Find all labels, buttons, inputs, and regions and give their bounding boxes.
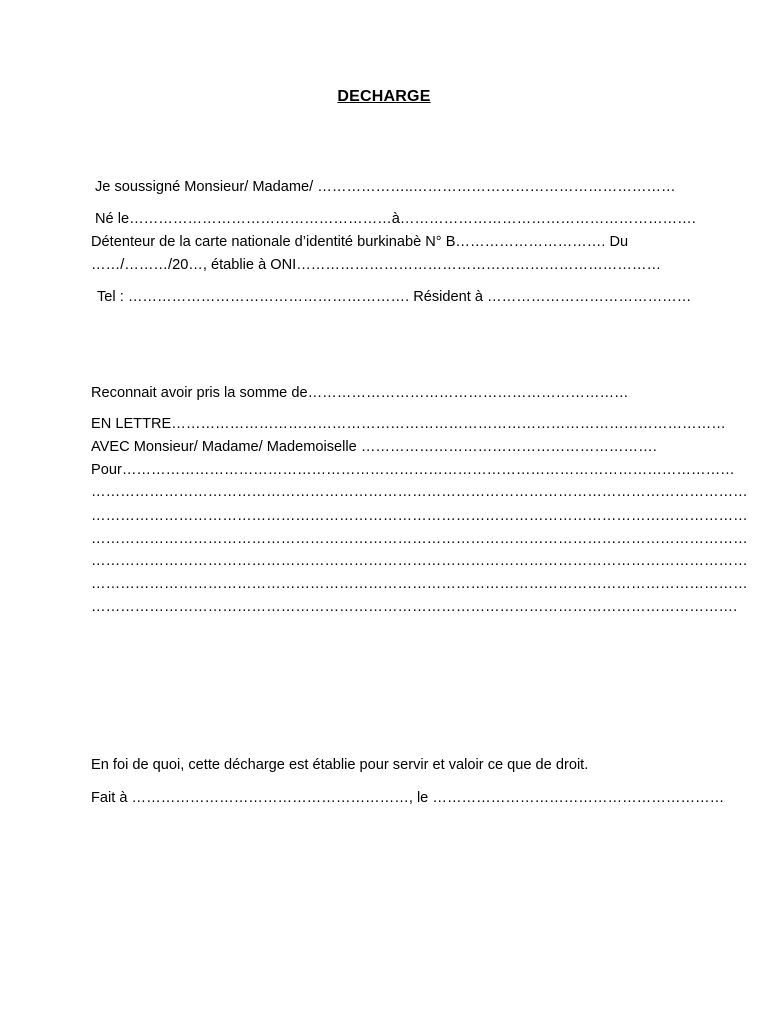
id-card-date-line: ……/………/20…, établie à ONI………………………………………………………………… — [91, 257, 662, 273]
attestation-statement: En foi de quoi, cette décharge est établie pour servir et valoir ce que de droit. — [91, 757, 589, 773]
amount-line: Reconnait avoir pris la somme de………………………………………………………… — [91, 385, 629, 401]
blank-dotted-line: ……………………………………………………………………………………………………………………… — [91, 553, 748, 569]
blank-dotted-line: ……………………………………………………………………………………………………………………… — [91, 576, 748, 592]
id-card-line: Détenteur de la carte nationale d’identité burkinabè N° B…………………………. Du — [91, 234, 629, 250]
soussigne-line: Je soussigné Monsieur/ Madame/ ………………..……………………………………………… — [95, 179, 676, 195]
with-person-line: AVEC Monsieur/ Madame/ Mademoiselle ……………………………………………………. — [91, 439, 657, 455]
blank-dotted-line: ……………………………………………………………………………………………………………………… — [91, 531, 748, 547]
blank-dotted-line: ……………………………………………………………………………………………………………………… — [91, 508, 748, 524]
blank-dotted-line: ……………………………………………………………………………………………………………………… — [91, 484, 748, 500]
purpose-line: Pour……………………………………………………………………………………………………………… — [91, 462, 735, 478]
blank-dotted-line: ……………………………………………………………………………………………………………………. — [91, 599, 738, 615]
document-title: DECHARGE — [337, 88, 431, 105]
place-date-line: Fait à …………………………………………………, le …………………………………………………… — [91, 790, 725, 806]
amount-in-words-line: EN LETTRE…………………………………………………………………………………………………… — [91, 416, 726, 432]
phone-residence-line: Tel : …………………………………………………. Résident à …………………………………… — [97, 289, 692, 305]
birth-line: Né le………………………………………………à……………………………………………………. — [95, 211, 696, 227]
